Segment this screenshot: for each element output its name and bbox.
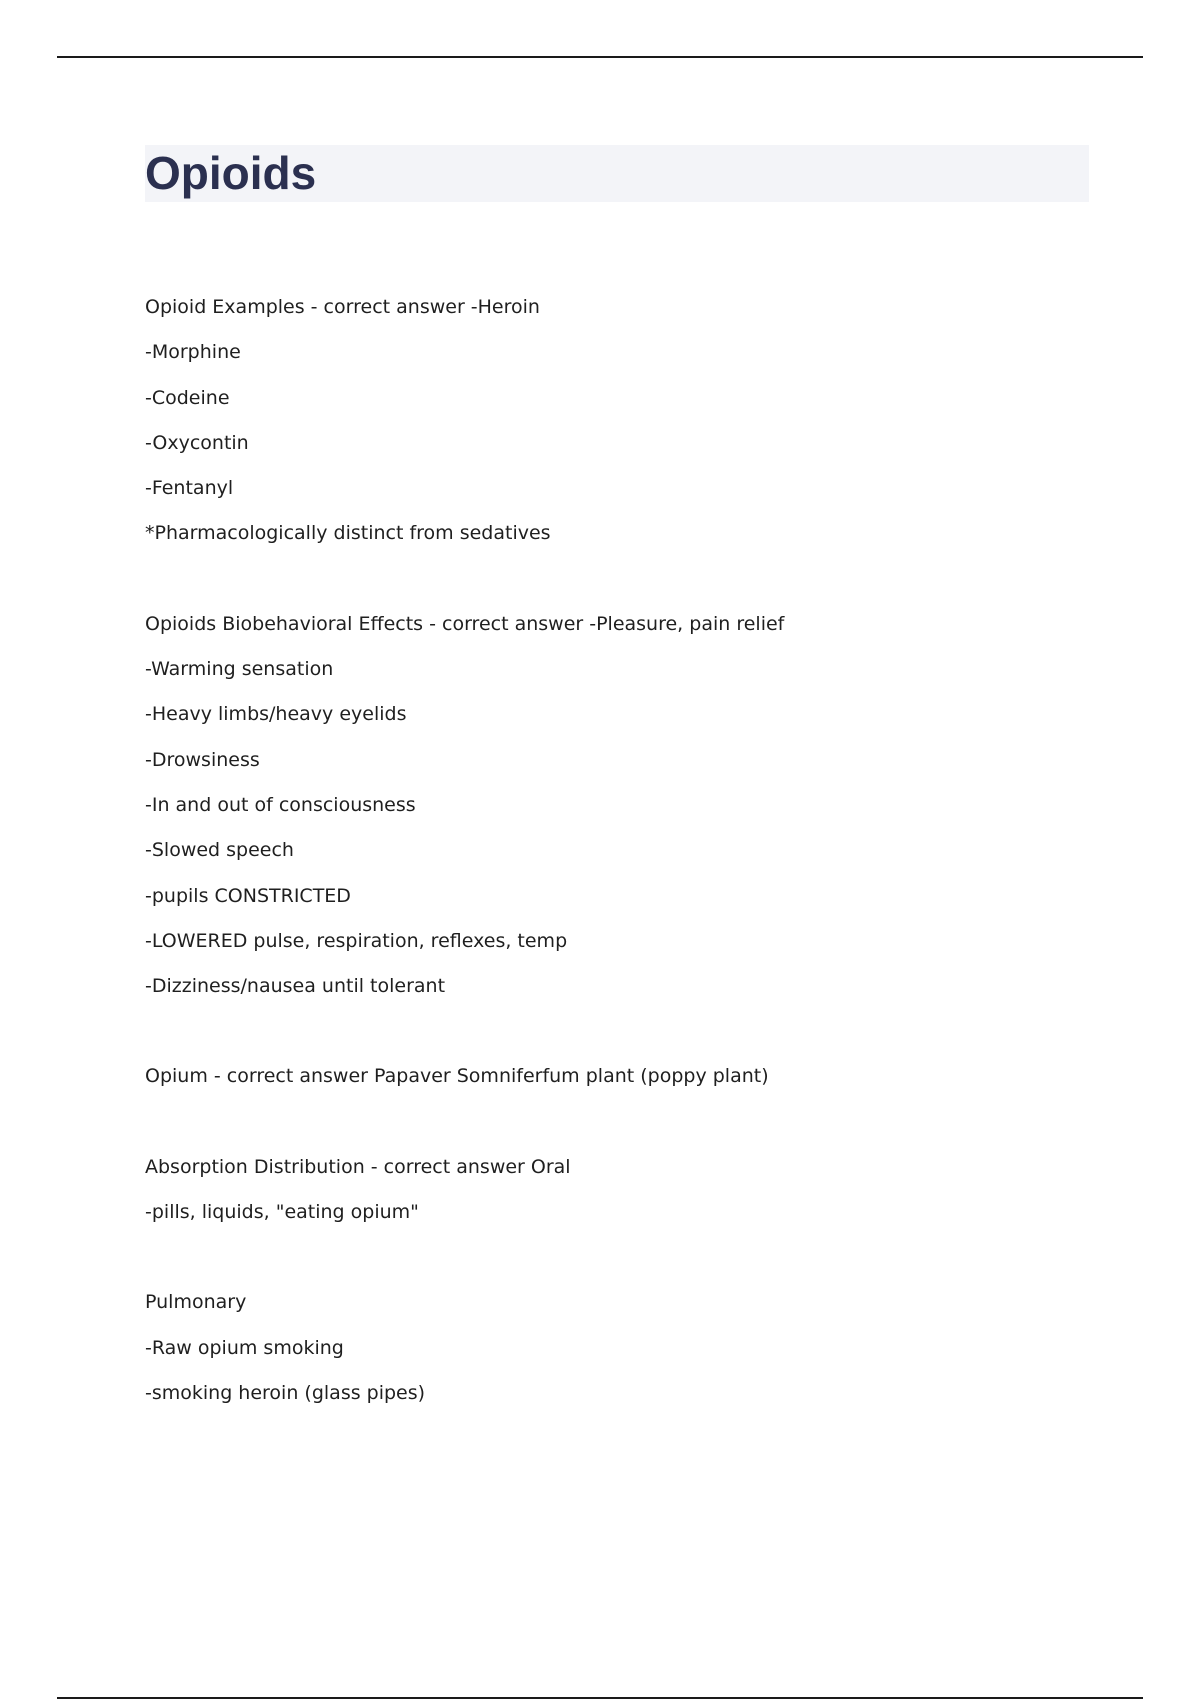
text-line: -Codeine xyxy=(145,386,230,409)
text-line: Opium - correct answer Papaver Somniferfum plant (poppy plant) xyxy=(145,1065,769,1088)
title-banner xyxy=(145,145,1089,202)
qa-block-biobehavioral-effects xyxy=(145,602,1089,1010)
text-line: -In and out of consciousness xyxy=(145,793,416,816)
text-line: Absorption Distribution - correct answer Oral xyxy=(145,1155,571,1178)
text-line: -Oxycontin xyxy=(145,431,249,454)
text-line: -smoking heroin (glass pipes) xyxy=(145,1381,426,1404)
qa-block-pulmonary xyxy=(145,1280,1089,1416)
text-line: -Drowsiness xyxy=(145,748,260,771)
header-rule xyxy=(57,56,1143,58)
text-line: -pills, liquids, "eating opium" xyxy=(145,1201,419,1224)
qa-block-opium xyxy=(145,1054,1089,1099)
qa-block-absorption-distribution xyxy=(145,1145,1089,1236)
document-body xyxy=(145,285,1089,1461)
page-title: Opioids xyxy=(145,147,317,199)
text-line: Opioid Examples - correct answer -Heroin xyxy=(145,296,540,318)
text-line: -Heavy limbs/heavy eyelids xyxy=(145,703,407,726)
text-line: Opioids Biobehavioral Effects - correct answer -Pleasure, pain relief xyxy=(145,612,785,635)
text-line: -Raw opium smoking xyxy=(145,1336,344,1359)
text-line: Pulmonary xyxy=(145,1291,247,1314)
text-line: -Slowed speech xyxy=(145,839,294,862)
text-line: -LOWERED pulse, respiration, reflexes, temp xyxy=(145,929,568,952)
text-line: -Dizziness/nausea until tolerant xyxy=(145,975,446,998)
text-line: -pupils CONSTRICTED xyxy=(145,884,351,907)
text-line: -Morphine xyxy=(145,341,241,364)
text-line: -Warming sensation xyxy=(145,658,334,681)
text-line: *Pharmacologically distinct from sedatives xyxy=(145,522,551,545)
qa-block-opioid-examples xyxy=(145,285,1089,557)
text-line: -Fentanyl xyxy=(145,477,234,500)
footer-rule xyxy=(57,1697,1143,1699)
